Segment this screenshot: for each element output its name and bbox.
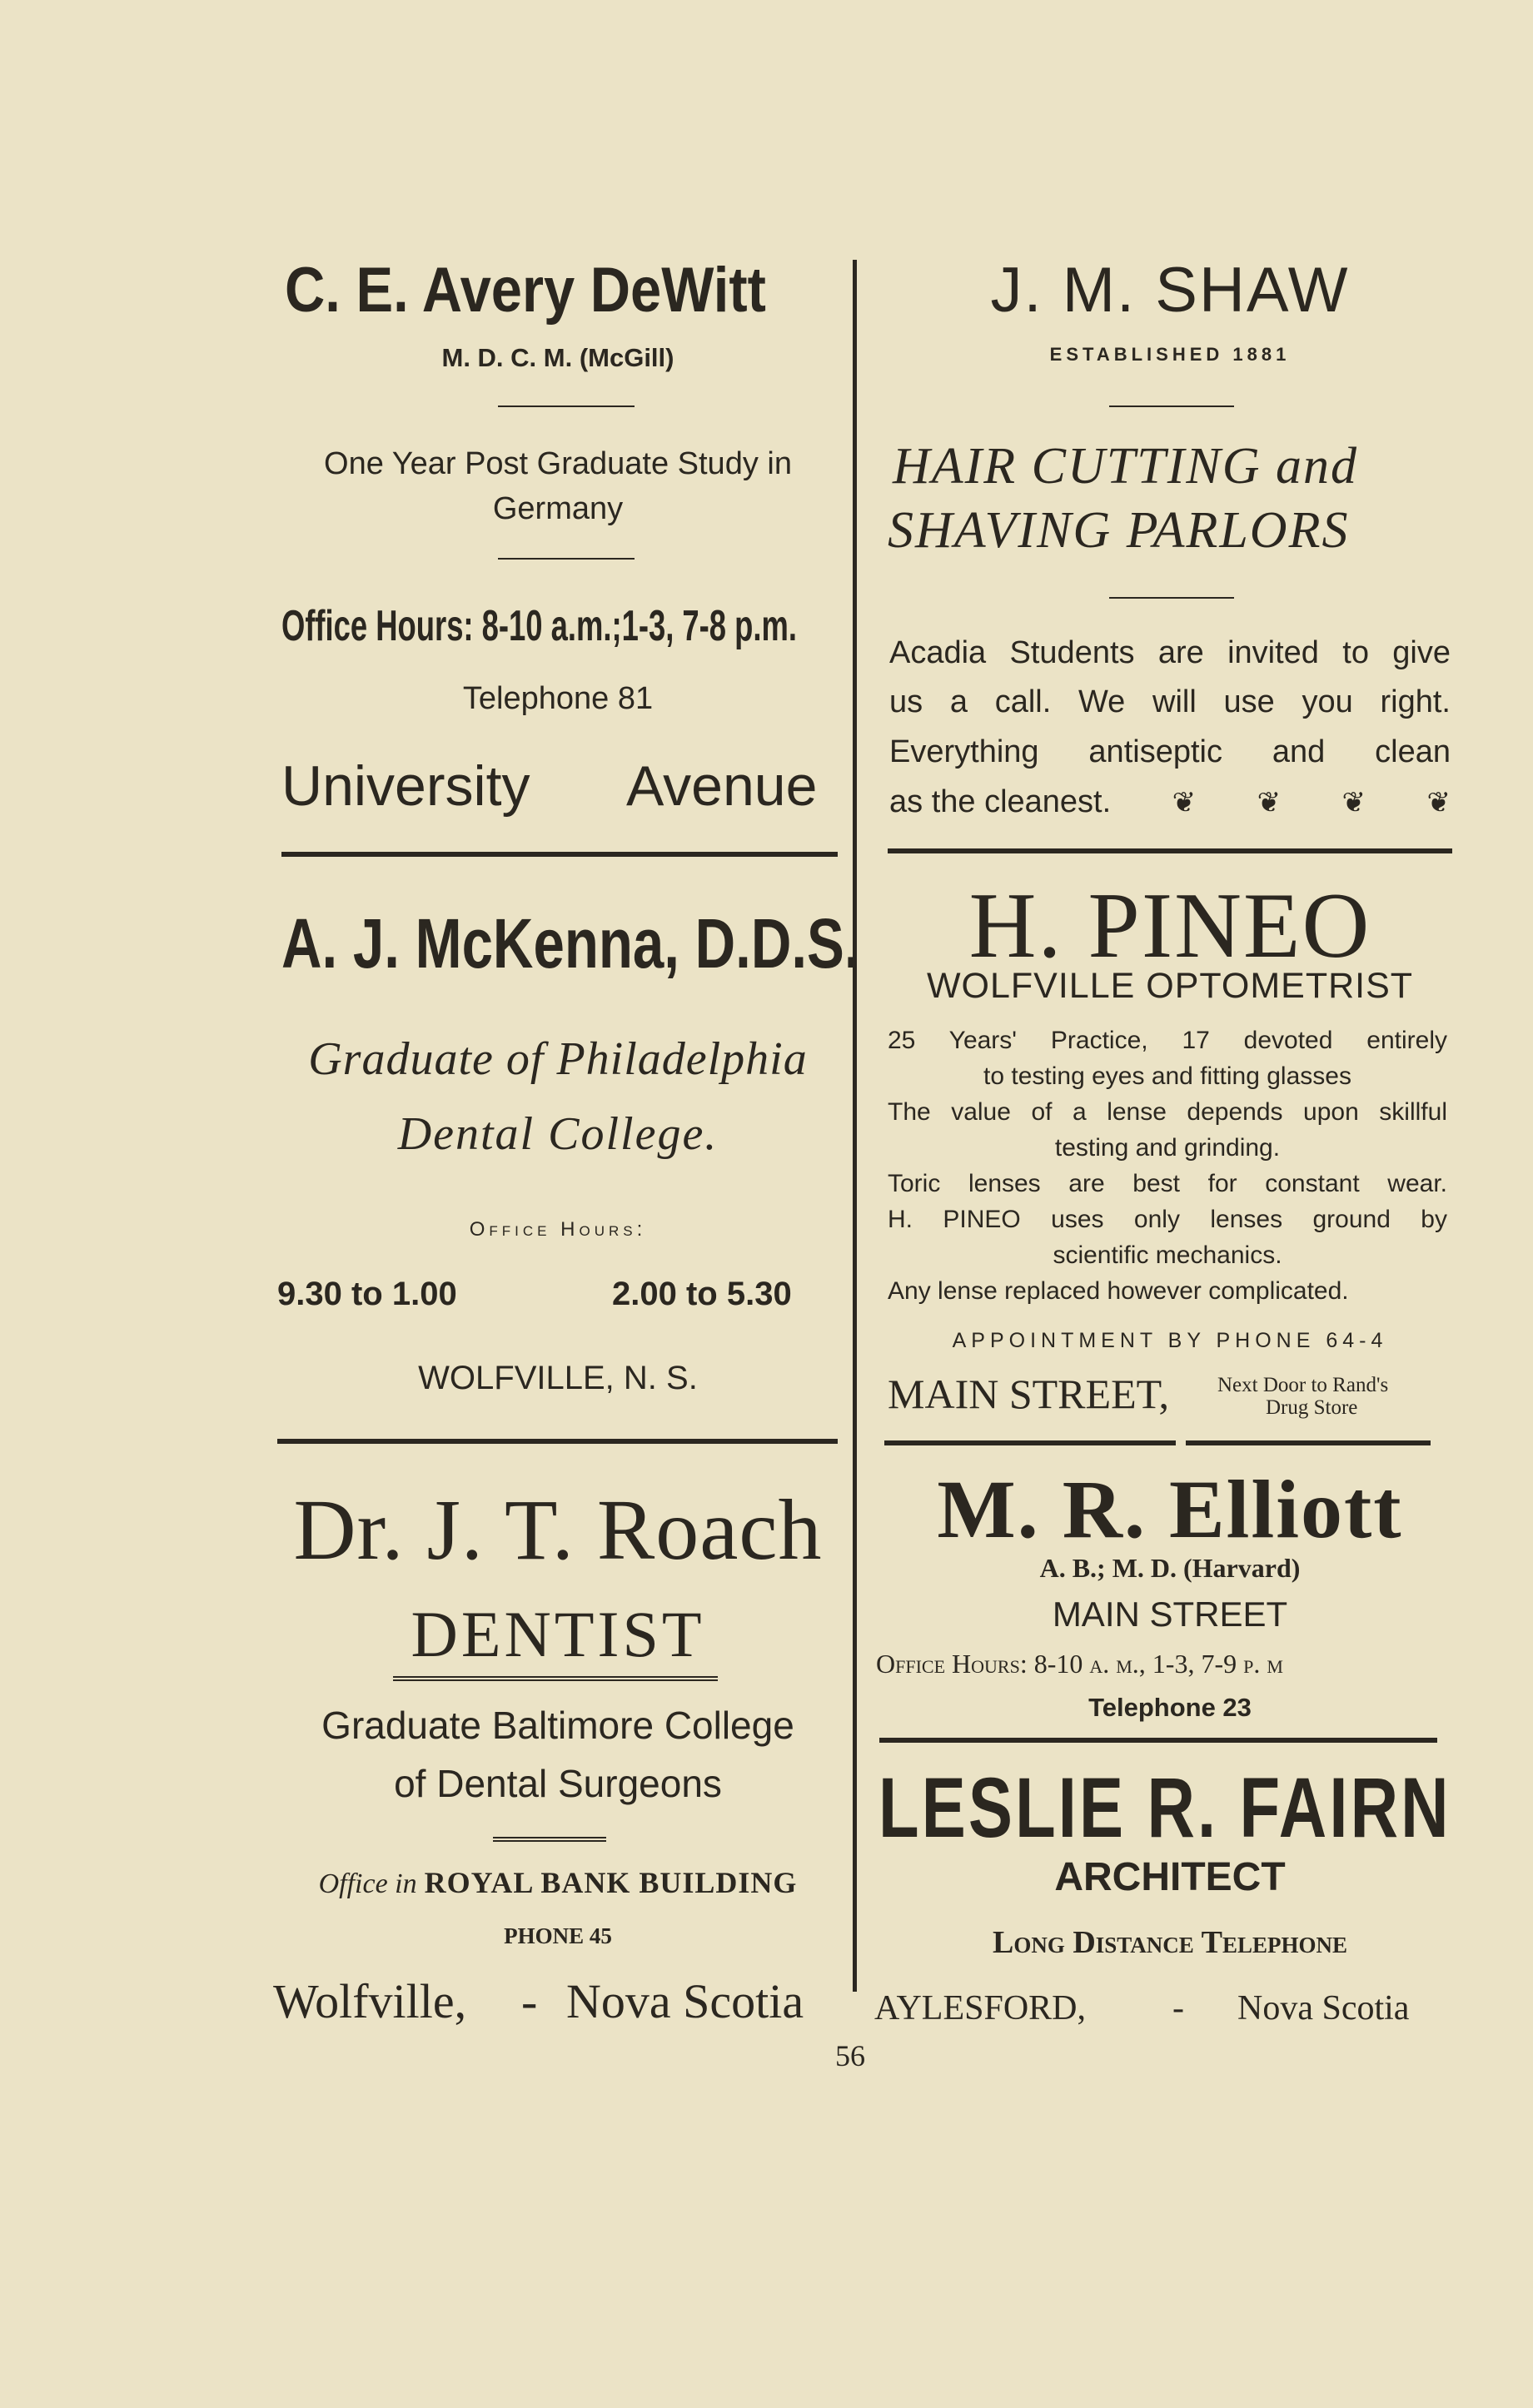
elliott-telephone: Telephone 23 [1088,1693,1252,1722]
section-rule [1186,1440,1431,1445]
shaw-body-line: us a call. We will use you right. [889,684,1451,719]
dewitt-degree: M. D. C. M. (McGill) [441,343,674,372]
section-rule [281,852,838,857]
roach-grad-line1: Graduate Baltimore College [321,1704,794,1747]
pineo-body-line: 25 Years' Practice, 17 devoted entirely [888,1027,1447,1054]
roach-name: Dr. J. T. Roach [293,1482,823,1578]
shaw-body-line: Everything antiseptic and clean [889,734,1451,769]
shaw-line2: SHAVING PARLORS [888,502,1350,559]
pineo-body-line: Toric lenses are best for constant wear. [888,1170,1447,1197]
fairn-name: LESLIE R. FAIRN [878,1760,1451,1855]
page-number: 56 [835,2039,865,2072]
section-rule [888,848,1452,853]
mckenna-name: A. J. McKenna, D.D.S. [281,904,860,983]
pineo-body-line: scientific mechanics. [1053,1241,1282,1269]
roach-title: DENTIST [411,1598,705,1670]
roach-office [275,1865,841,1900]
pineo-body-line: to testing eyes and fitting glasses [983,1062,1351,1090]
mckenna-grad-line2: Dental College. [397,1108,719,1160]
roach-town-left: Wolfville, [273,1974,467,2028]
roach-town-dash: - [521,1974,538,2028]
section-rule [277,1439,838,1444]
dewitt-street-right: Avenue [626,754,818,818]
pineo-body-line: Any lense replaced however complicated. [888,1277,1349,1305]
divider [498,558,635,560]
dewitt-hours: Office Hours: 8-10 a.m.;1-3, 7-8 p.m. [281,602,797,650]
pineo-street: MAIN STREET, [888,1371,1169,1417]
roach-office-prefix: Office in [318,1868,417,1899]
pineo-next-door-line1: Next Door to Rand's [1217,1374,1389,1396]
elliott-street: MAIN STREET [1052,1595,1288,1634]
dewitt-name: C. E. Avery DeWitt [285,255,766,326]
elliott-hours: Office Hours: 8-10 a. m., 1-3, 7-9 p. m [876,1649,1283,1679]
roach-phone: PHONE 45 [504,1923,612,1948]
roach-grad-line2: of Dental Surgeons [394,1762,722,1805]
dewitt-study: One Year Post Graduate Study in Germany [324,446,792,526]
shaw-body-line: Acadia Students are invited to give [889,635,1451,670]
shaw-body-last-line [889,784,1451,820]
pineo-title: WOLFVILLE OPTOMETRIST [926,966,1414,1006]
divider [1109,597,1234,599]
roach-office-building: ROYAL BANK BUILDING [424,1866,798,1899]
elliott-degree: A. B.; M. D. (Harvard) [1039,1553,1301,1583]
pineo-next-door-line2: Drug Store [1266,1396,1358,1419]
fleuron-icon: ❦ [1341,786,1366,818]
shaw-line1: HAIR CUTTING and [893,438,1359,495]
pineo-body-line: The value of a lense depends upon skillful [888,1098,1447,1126]
fleuron-icon: ❦ [1426,786,1451,818]
fairn-town-left: AYLESFORD, [874,1989,1087,2027]
title-double-rule [393,1676,718,1681]
divider [1109,405,1234,407]
fleuron-icon: ❦ [1172,786,1197,818]
mckenna-hours-am: 9.30 to 1.00 [277,1276,457,1312]
fairn-telephone: Long Distance Telephone [992,1925,1347,1960]
section-rule [879,1738,1437,1743]
column-divider [853,260,857,1992]
pineo-name: H. PINEO [968,874,1371,978]
fleuron-icon: ❦ [1257,786,1282,818]
divider [493,1837,606,1842]
pineo-body-line: testing and grinding. [1054,1134,1281,1162]
mckenna-hours-pm: 2.00 to 5.30 [612,1276,792,1312]
mckenna-grad-line1: Graduate of Philadelphia [308,1033,808,1085]
elliott-name: M. R. Elliott [937,1463,1403,1555]
shaw-name: J. M. SHAW [990,255,1350,326]
pineo-appointment: APPOINTMENT BY PHONE 64-4 [952,1329,1388,1352]
fairn-town-dash: - [1172,1989,1184,2027]
roach-town-right: Nova Scotia [566,1974,804,2028]
dewitt-street-left: University [281,754,530,818]
pineo-body-line: H. PINEO uses only lenses ground by [888,1206,1447,1233]
mckenna-town: WOLFVILLE, N. S. [418,1360,698,1396]
dewitt-telephone: Telephone 81 [462,681,654,716]
shaw-body-last: as the cleanest. [889,784,1112,819]
shaw-established: ESTABLISHED 1881 [1049,344,1291,365]
mckenna-hours-label: Office Hours: [469,1218,647,1241]
divider [498,405,635,407]
section-rule [884,1440,1176,1445]
fairn-town-right: Nova Scotia [1237,1989,1410,2027]
fairn-title: ARCHITECT [1054,1855,1286,1899]
